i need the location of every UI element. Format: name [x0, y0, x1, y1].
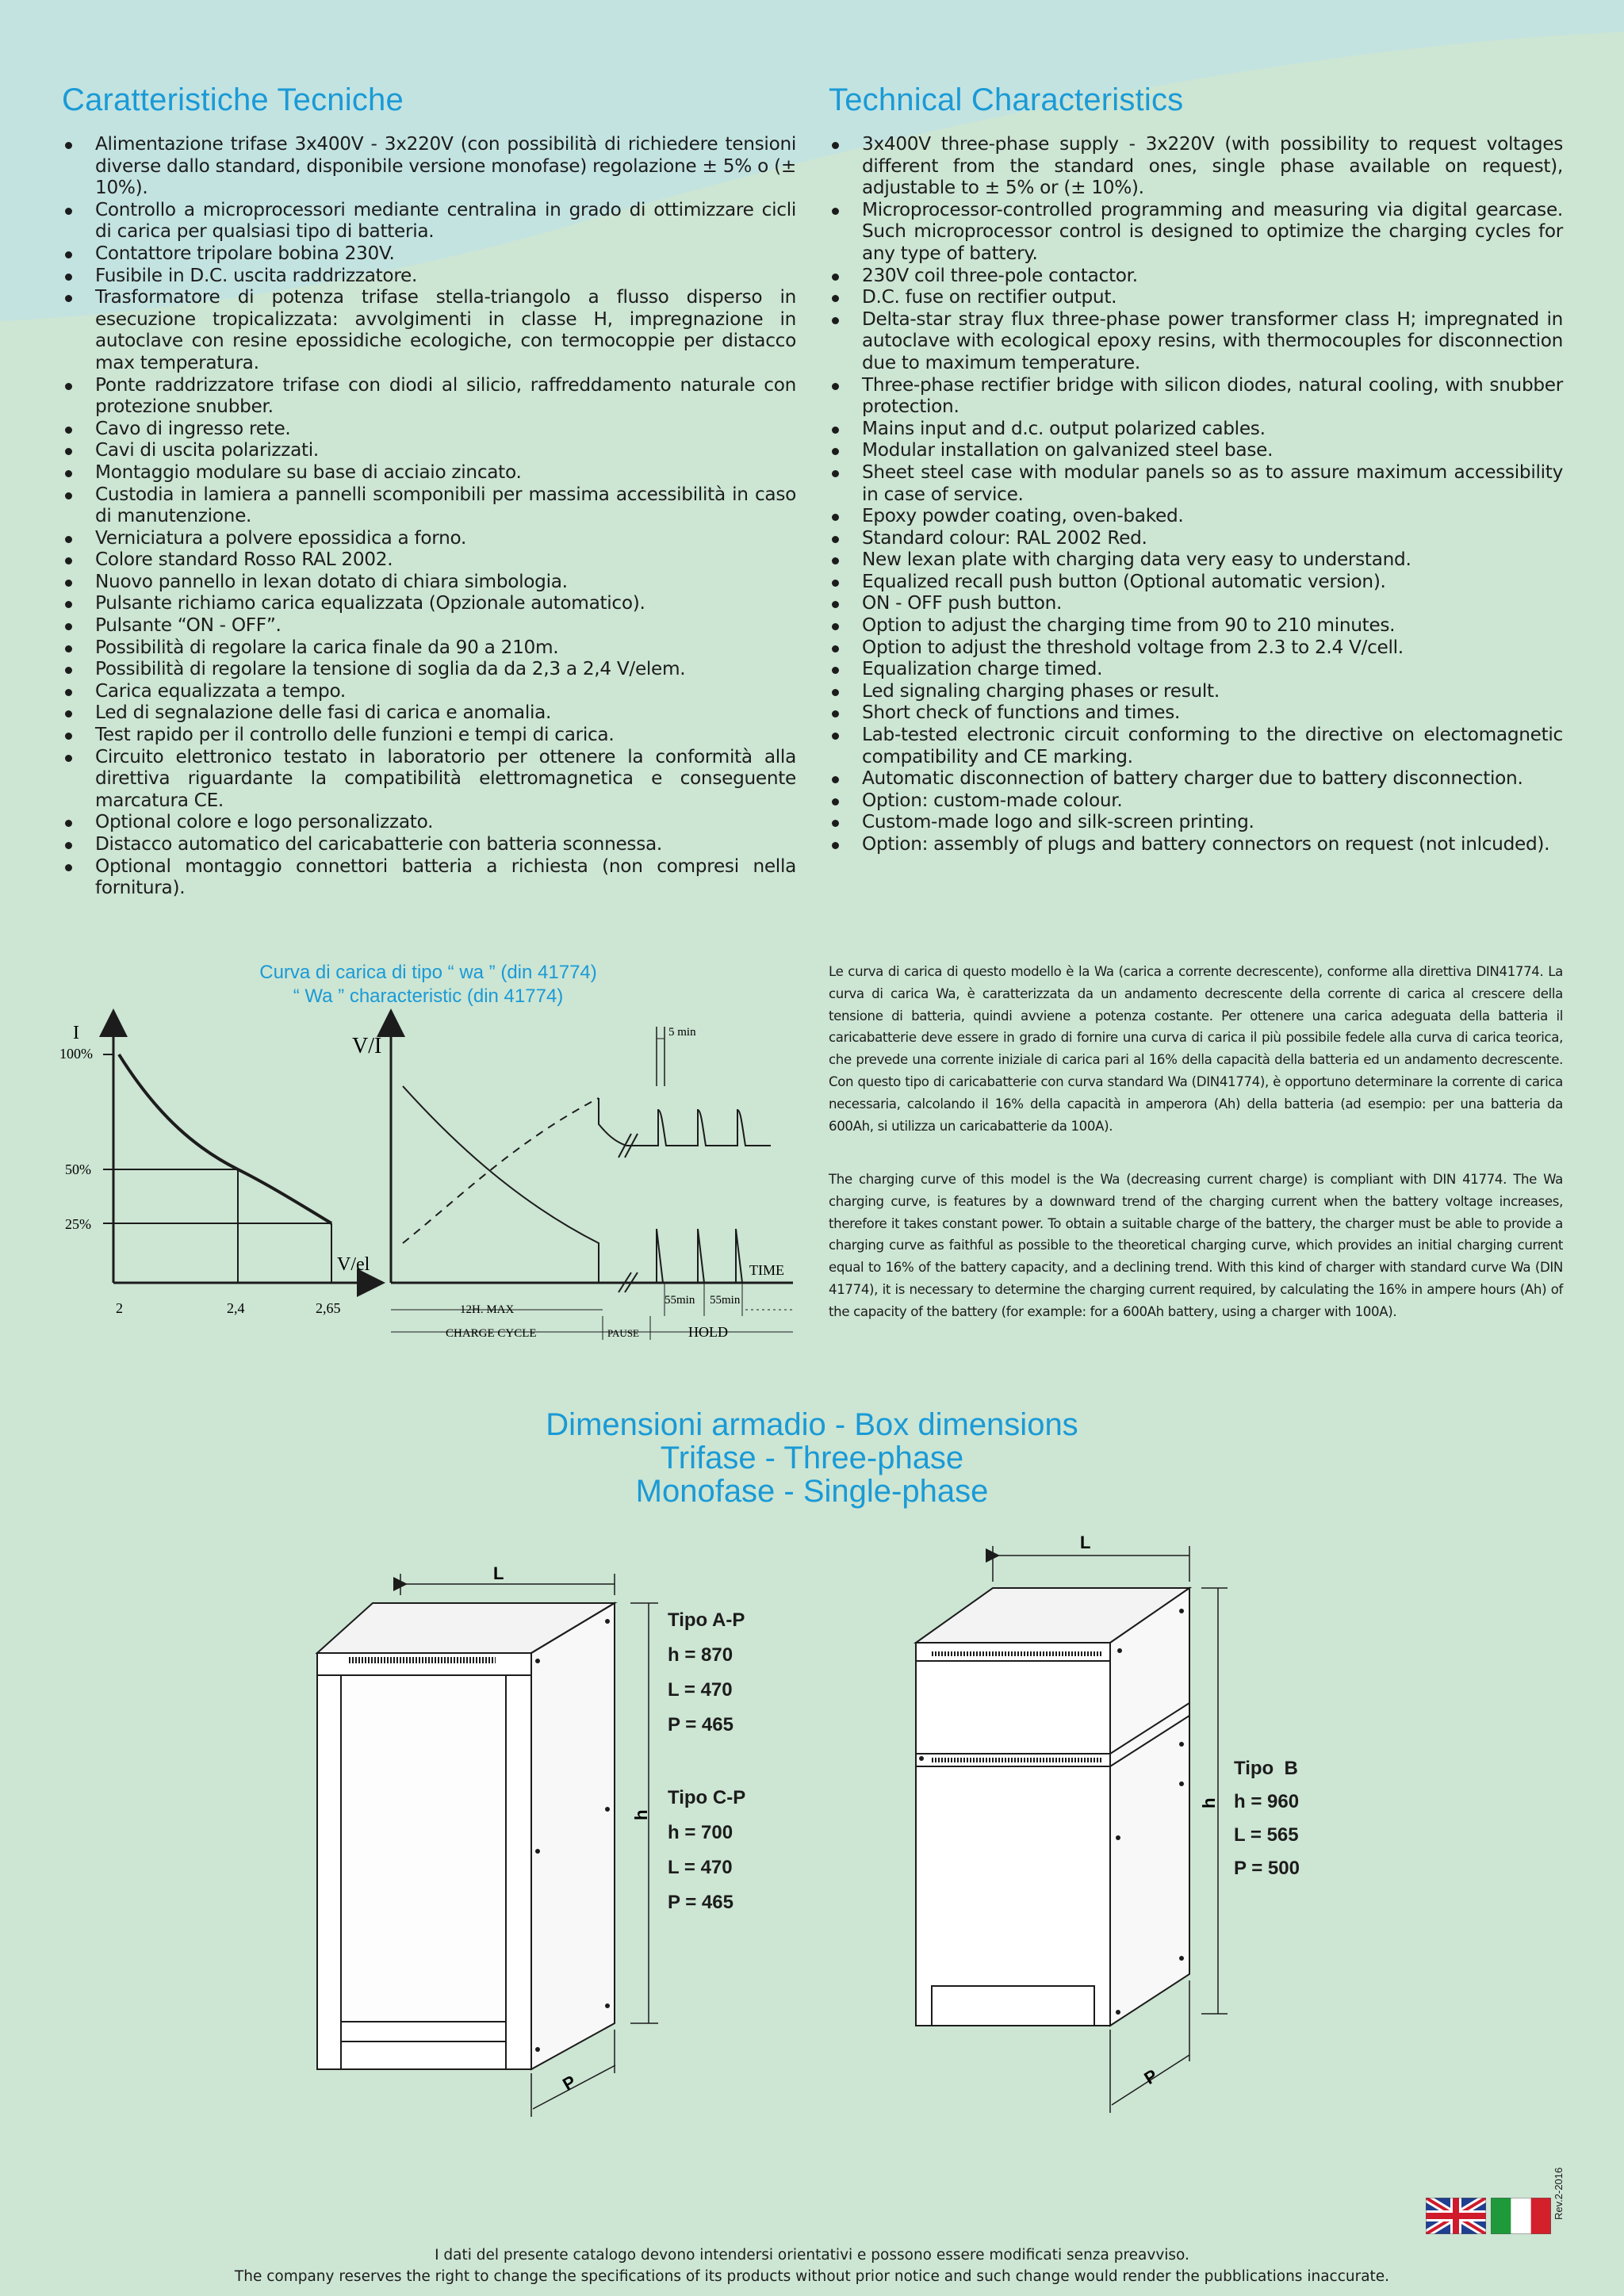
spec-it-item: Distacco automatico del caricabatterie con batteria sconnessa.	[62, 833, 796, 855]
type-ap-name: Tipo A-P	[668, 1609, 745, 1631]
cabinet-b-width-label: L	[1080, 1533, 1091, 1552]
type-cp-name: Tipo C-P	[668, 1787, 746, 1808]
type-b-h: h = 960	[1234, 1791, 1300, 1812]
type-ap-dimensions	[668, 1603, 745, 1743]
curve-title-it: Curva di carica di tipo “ wa ” (din 41774)	[259, 962, 597, 983]
spec-it-item: Contattore tripolare bobina 230V.	[62, 243, 796, 265]
cabinet-b-depth-label: P	[1140, 2064, 1162, 2088]
spec-it-item: Montaggio modulare su base di acciaio zincato.	[62, 461, 796, 484]
spec-list-en	[829, 133, 1563, 855]
spec-list-it	[62, 133, 796, 899]
spec-en-item: Option: assembly of plugs and battery connectors on request (not inlcuded).	[829, 833, 1563, 855]
type-ap-p: P = 465	[668, 1714, 733, 1735]
box-title-line-1: Dimensioni armadio - Box dimensions	[546, 1407, 1078, 1442]
type-cp-p: P = 465	[668, 1892, 733, 1913]
spec-it-item: Test rapido per il controllo delle funzioni e tempi di carica.	[62, 724, 796, 746]
pause-label: PAUSE	[607, 1327, 639, 1339]
box-dimensions-title	[0, 1408, 1624, 1508]
pulse-5min-label: 5 min	[668, 1026, 696, 1039]
type-b-name: Tipo B	[1234, 1758, 1298, 1779]
hold-pulses-top	[626, 1110, 771, 1146]
spec-en-item: 3x400V three-phase supply - 3x220V (with possibility to request voltages different from the standard ones, single phase available on request), adjustable to ± 5% or (± 10%).	[829, 133, 1563, 199]
type-cp-dimensions	[668, 1781, 745, 1920]
cabinet-b-height-label: h	[1199, 1797, 1219, 1808]
spec-it-item: Verniciatura a polvere epossidica a forno.	[62, 527, 796, 549]
box-title-line-2: Trifase - Three-phase	[660, 1441, 964, 1475]
curve-description-en: The charging curve of this model is the Wa (decreasing current charge) is compliant with DIN 41774. The Wa charging curve, is features by a downward trend of the charging current when the battery voltage increases, therefore it takes constant power. To obtain a suitable charge of the battery, the charger must be able to provide a charging curve as faithful as possible to the theoretical charging curve, which provides an initial charging current equal to 16% of the battery capacity, and a declining trend. With this kind of charger with standard curve Wa (DIN 41774), it is necessary to determine the charging current required, by calculating the 16% in ampere hours (Ah) of the capacity of the battery (for example: for a 600Ah battery, using a charger with 100A).	[829, 1172, 1563, 1319]
charge-cycle-label: CHARGE CYCLE	[446, 1327, 537, 1340]
spec-it-item: Possibilità di regolare la tensione di soglia da da 2,3 a 2,4 V/elem.	[62, 658, 796, 680]
type-ap-h: h = 870	[668, 1644, 733, 1666]
spec-it-item: Cavi di uscita polarizzati.	[62, 439, 796, 461]
spec-en-item: Standard colour: RAL 2002 Red.	[829, 527, 1563, 549]
spec-it-item: Custodia in lamiera a pannelli scomponibili per massima accessibilità in caso di manutenzione.	[62, 484, 796, 527]
footer-disclaimer-en: The company reserves the right to change the specifications of its products without prior notice and such change would render the pubblications inaccurate.	[234, 2268, 1390, 2285]
spec-it-item: Nuovo pannello in lexan dotato di chiara simbologia.	[62, 571, 796, 593]
spec-en-item: Delta-star stray flux three-phase power transformer class H; impregnated in autoclave with ecological epoxy resins, with thermocouples for disconnection due to maximum temperature.	[829, 308, 1563, 374]
spec-en-item: Led signaling charging phases or result.	[829, 680, 1563, 702]
cabinet-b-drawing	[904, 1530, 1237, 2125]
spec-en-item: Modular installation on galvanized steel base.	[829, 439, 1563, 461]
box-title-line-3: Monofase - Single-phase	[635, 1474, 989, 1509]
hold-pulses-bottom	[657, 1229, 742, 1283]
hold-label: HOLD	[688, 1324, 728, 1340]
spec-it-item: Controllo a microprocessori mediante centralina in grado di ottimizzare cicli di carica per qualsiasi tipo di batteria.	[62, 199, 796, 243]
hold-interval-1: 55min	[665, 1294, 695, 1307]
spec-it-item: Pulsante richiamo carica equalizzata (Opzionale automatico).	[62, 592, 796, 614]
italy-flag-icon[interactable]	[1491, 2198, 1551, 2234]
spec-en-item: 230V coil three-pole contactor.	[829, 265, 1563, 287]
spec-en-item: Mains input and d.c. output polarized cables.	[829, 418, 1563, 440]
type-b-l: L = 565	[1234, 1824, 1299, 1846]
spec-en-item: D.C. fuse on rectifier output.	[829, 286, 1563, 308]
spec-en-item: ON - OFF push button.	[829, 592, 1563, 614]
section-title-it: Caratteristiche Tecniche	[62, 82, 404, 117]
curve-title-en: “ Wa ” characteristic (din 41774)	[293, 985, 564, 1007]
current-voltage-chart	[103, 1023, 371, 1283]
spec-it-item: Ponte raddrizzatore trifase con diodi al silicio, raffreddamento naturale con protezione snubber.	[62, 374, 796, 418]
voltage-current-time-chart	[391, 1023, 793, 1340]
spec-it-item: Led di segnalazione delle fasi di carica e anomalia.	[62, 702, 796, 724]
spec-en-item: Option to adjust the charging time from 90 to 210 minutes.	[829, 614, 1563, 637]
spec-en-item: Option to adjust the threshold voltage from 2.3 to 2.4 V/cell.	[829, 637, 1563, 659]
cabinet-a-height-label: h	[631, 1809, 651, 1820]
curve-description-it: Le curva di carica di questo modello è la Wa (carica a corrente decrescente), conforme alla direttiva DIN41774. La curva di carica Wa, è caratterizzata da un andamento decrescente della corrente di carica al crescere della tensione di batteria, quindi avviene a potenza costante. Per ottenere una carica adeguata della batteria il caricabatterie deve essere in grado di fornire una curva di carica il più possibile fedele alla curva di carica teorica, che prevede una corrente iniziale di carica pari al 16% della capacità della batteria ed un andamento decrescente. Con questo tipo di caricabatterie con curva standard Wa (DIN41774), è opportuno determinare la corrente di carica necessaria, calcolando il 16% della capacità in amperora (Ah) della batteria (ad esempio: per una batteria da 600Ah, si utilizza un caricabatterie da 100A).	[829, 964, 1563, 1134]
spec-en-item: Sheet steel case with modular panels so as to assure maximum accessibility in case of service.	[829, 461, 1563, 505]
spec-en-item: Option: custom-made colour.	[829, 790, 1563, 812]
spec-it-item: Alimentazione trifase 3x400V - 3x220V (con possibilità di richiedere tensioni diverse dallo standard, disponibile versione monofase) regolazione ± 5% o (± 10%).	[62, 133, 796, 199]
spec-it-item: Optional colore e logo personalizzato.	[62, 811, 796, 833]
cabinet-a-drawing	[301, 1546, 666, 2125]
spec-it-item: Trasformatore di potenza trifase stella-triangolo a flusso disperso in esecuzione tropicalizzata: avvolgimenti in classe H, impregnazione in autoclave con resine epossidiche ecologiche, con termocoppie per distacco max temperatura.	[62, 286, 796, 373]
x-tick-2: 2	[116, 1300, 123, 1316]
voltage-curve	[403, 1098, 599, 1243]
wa-current-curve	[119, 1054, 331, 1223]
spec-en-item: Lab-tested electronic circuit conforming to the directive on electomagnetic compatibility and CE marking.	[829, 724, 1563, 767]
section-title-en: Technical Characteristics	[829, 82, 1184, 117]
type-cp-h: h = 700	[668, 1822, 733, 1843]
curve-title	[174, 961, 682, 1008]
footer-disclaimer-it: I dati del presente catalogo devono intendersi orientativi e possono essere modificati senza preavviso.	[435, 2247, 1189, 2263]
y-axis-label-vi: V/I	[352, 1034, 382, 1058]
uk-flag-icon[interactable]	[1426, 2198, 1486, 2234]
spec-it-item: Optional montaggio connettori batteria a richiesta (non compresi nella fornitura).	[62, 855, 796, 899]
spec-en-item: Automatic disconnection of battery charger due to battery disconnection.	[829, 767, 1563, 790]
current-curve	[403, 1086, 599, 1283]
spec-en-item: New lexan plate with charging data very easy to understand.	[829, 549, 1563, 571]
x-tick-2-4: 2,4	[227, 1300, 245, 1316]
spec-it-item: Pulsante “ON - OFF”.	[62, 614, 796, 637]
spec-en-item: Microprocessor-controlled programming and measuring via digital gearcase. Such microprocessor control is designed to optimize the charging cycles for any type of battery.	[829, 199, 1563, 265]
spec-it-item: Possibilità di regolare la carica finale da 90 a 210m.	[62, 637, 796, 659]
cabinet-a-width-label: L	[493, 1563, 504, 1583]
spec-en-item: Custom-made logo and silk-screen printing.	[829, 811, 1563, 833]
x-tick-2-65: 2,65	[316, 1300, 341, 1316]
type-b-dimensions	[1234, 1752, 1300, 1885]
x-axis-label-vel: V/el	[337, 1254, 370, 1275]
spec-it-item: Circuito elettronico testato in laboratorio per ottenere la conformità alla direttiva riguardante la compatibilità elettromagnetica e conseguente marcatura CE.	[62, 746, 796, 812]
revision-label: Rev.2-2016	[1553, 2167, 1565, 2220]
y-tick-100: 100%	[59, 1046, 93, 1062]
charging-curve-diagram	[48, 1007, 809, 1356]
spec-en-item: Three-phase rectifier bridge with silicon diodes, natural cooling, with snubber protection.	[829, 374, 1563, 418]
spec-it-item: Carica equalizzata a tempo.	[62, 680, 796, 702]
hold-interval-2: 55min	[710, 1294, 741, 1307]
type-cp-l: L = 470	[668, 1857, 733, 1878]
y-tick-50: 50%	[65, 1161, 91, 1177]
spec-it-item: Fusibile in D.C. uscita raddrizzatore.	[62, 265, 796, 287]
spec-en-item: Equalized recall push button (Optional automatic version).	[829, 571, 1563, 593]
spec-it-item: Colore standard Rosso RAL 2002.	[62, 549, 796, 571]
spec-en-item: Short check of functions and times.	[829, 702, 1563, 724]
type-ap-l: L = 470	[668, 1679, 733, 1701]
spec-en-item: Epoxy powder coating, oven-baked.	[829, 505, 1563, 527]
type-b-p: P = 500	[1234, 1858, 1300, 1879]
max-time-label: 12H. MAX	[460, 1303, 515, 1316]
x-axis-label-time: TIME	[749, 1262, 784, 1278]
spec-en-item: Equalization charge timed.	[829, 658, 1563, 680]
y-tick-25: 25%	[65, 1216, 91, 1232]
y-axis-label-i: I	[73, 1023, 79, 1043]
spec-it-item: Cavo di ingresso rete.	[62, 418, 796, 440]
cabinet-a-depth-label: P	[559, 2071, 580, 2095]
